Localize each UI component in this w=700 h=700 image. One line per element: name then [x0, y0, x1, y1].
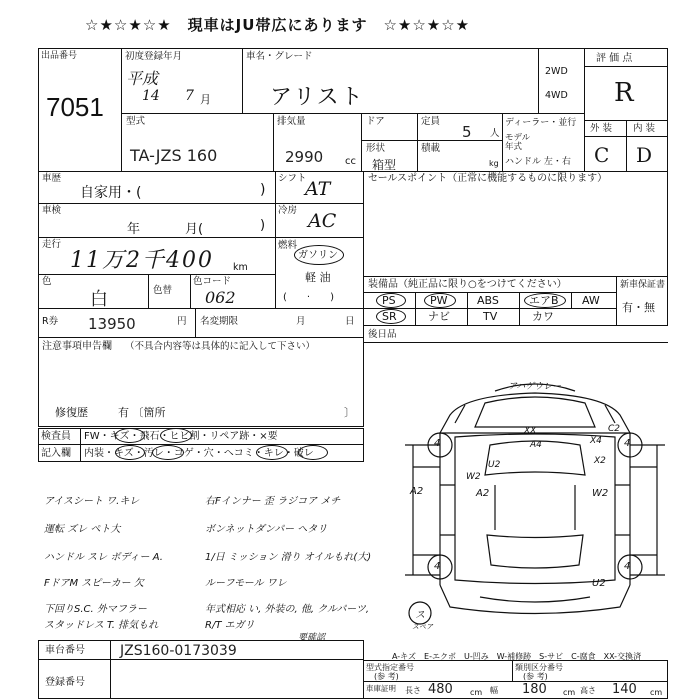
aircon-value: AC [308, 210, 337, 232]
fuel-gas: ガソリン [298, 250, 338, 261]
capacity-value: 5 [462, 123, 472, 141]
circle-scratch [115, 428, 145, 443]
grade-ext-label: 外 装 [590, 123, 613, 134]
mark-a4: A4 [530, 440, 542, 450]
load-label: 積載 [421, 143, 441, 154]
drive-box [538, 48, 585, 114]
remark-4: FドアM スピーカー 欠 [44, 578, 144, 589]
header-banner: ☆★☆★☆★ 現車はJU帯広にあります ☆★☆★☆★ [85, 16, 471, 34]
first-reg-year: 14 [142, 88, 160, 104]
fuel-diesel: 軽 油 [305, 271, 331, 284]
mark-w2-left: W2 [466, 472, 481, 482]
rear-seat-label: 後日品 [368, 329, 397, 340]
fuel-paren: ( · ) [283, 292, 334, 303]
equip-sr-circle [376, 309, 406, 324]
inspection-year: 年 [127, 222, 141, 237]
dims-width-unit: cm [563, 688, 576, 697]
grade-int-value: D [636, 143, 653, 167]
lot-label: 出品番号 [41, 51, 78, 61]
legend: A-キズ E-エクボ U-凹み W-補修跡 S-サビ C-腐食 XX-交換済 [392, 652, 642, 661]
first-reg-era: 平成 [126, 69, 159, 88]
entry-label: 記入欄 [41, 448, 71, 459]
color-change-label: 色替 [153, 285, 173, 296]
sales-point-label: セールスポイント（正常に機能するものに限ります） [368, 173, 608, 184]
repair-label: 修復歴 [55, 406, 88, 419]
history-close: ) [260, 182, 266, 198]
recycle-value: 13950 [88, 315, 136, 333]
remark-5: 下回りS.C. 外マフラー [44, 604, 147, 615]
remark-12: R/T エガリ [205, 620, 255, 631]
shape-value: 箱型 [372, 158, 397, 172]
remark-3: ハンドル スレ ボディー A. [44, 552, 163, 563]
remark-6: スタッドレス T. 排気もれ [44, 620, 159, 631]
model-name-label: 車名・グレード [246, 51, 313, 62]
aircon-label: 冷房 [278, 205, 298, 216]
dims-length: 480 [428, 682, 453, 697]
history-label: 車歴 [42, 173, 62, 184]
class-number-ref: (参 考) [523, 672, 548, 681]
mark-xx: XX [524, 426, 537, 436]
first-reg-month-unit: 月 [200, 93, 211, 106]
warranty-value: 有・無 [622, 301, 655, 314]
drive-2wd: 2WD [545, 66, 568, 77]
equip-ps-circle [376, 293, 406, 308]
equip-pw: PW [430, 294, 448, 307]
door-label: ドア [366, 116, 385, 127]
plate-box [38, 659, 364, 699]
mark-w2-right: W2 [592, 488, 609, 499]
remark-1: アイスシート ワ.キレ [44, 496, 140, 507]
inspection-box [38, 203, 276, 238]
repair-close: 〕 [344, 406, 355, 419]
dims-label: 車庫証明 [366, 684, 396, 693]
remark-8: ボンネットダンパー ヘタリ [205, 524, 328, 535]
dims-height: 140 [612, 682, 637, 697]
model-code-value: TA-JZS 160 [130, 146, 218, 165]
recycle-unit: 円 [177, 316, 187, 327]
mark-spare-label: スペア [412, 623, 433, 631]
remark-10: ルーフモール ワレ [205, 578, 287, 589]
mark-wheel-rr: 4 [624, 561, 631, 572]
displacement-value: 2990 [285, 148, 324, 166]
grade-ext-value: C [594, 143, 610, 167]
inspection-label: 車検 [42, 205, 62, 216]
color-value: 白 [90, 289, 108, 310]
remark-9: 1/日 ミッション 滑り オイルもれ(大) [205, 552, 372, 563]
history-box [38, 171, 276, 204]
grade-value: R [614, 78, 634, 108]
circle-chip [160, 428, 192, 443]
shift-label: シフト [278, 173, 307, 184]
mark-u2-center: U2 [488, 460, 501, 470]
load-unit: kg [489, 159, 499, 168]
type-designation-label: 型式指定番号 [366, 663, 414, 672]
history-value: 自家用・( [80, 185, 142, 201]
mark-c2: C2 [608, 424, 621, 434]
color-code-label: 色コード [193, 276, 232, 287]
type-designation-ref: (参 考) [374, 672, 399, 681]
mark-wheel-fl: 4 [434, 438, 441, 449]
dealer-label: ディーラー・並行 [505, 118, 577, 128]
mark-u2-right: U2 [592, 578, 606, 589]
dims-length-unit: cm [470, 688, 483, 697]
fuel-label: 燃料 [278, 240, 298, 251]
recycle-label: R券 [42, 316, 59, 327]
dims-width: 180 [522, 682, 547, 697]
remark-stamp: 要確認 [298, 633, 326, 643]
capacity-label: 定員 [421, 116, 441, 127]
remark-11: 年式相応 い, 外装の, 他, クルパーツ, [205, 604, 370, 615]
shape-label: 形状 [366, 143, 386, 154]
mileage-label: 走行 [42, 239, 62, 250]
color-code-value: 062 [205, 288, 236, 307]
inspector-label: 検査員 [41, 431, 71, 442]
name-change-day: 日 [345, 316, 355, 327]
capacity-unit: 人 [490, 128, 500, 139]
equip-leather: カワ [532, 310, 554, 323]
mark-wheel-rl: 4 [434, 561, 441, 572]
class-number-label: 類別区分番号 [515, 663, 563, 672]
grade-label: 評 価 点 [596, 53, 633, 64]
equip-navi: ナビ [428, 310, 450, 323]
equip-sr: SR [382, 310, 397, 323]
mileage-value: 11万2千400 [70, 248, 214, 273]
mileage-unit: km [233, 262, 248, 273]
equip-pw-circle [424, 293, 456, 308]
displacement-label: 排気量 [277, 116, 306, 127]
repair-value: 有 〔箇所 [118, 406, 166, 419]
name-change-label: 名変期限 [200, 316, 239, 327]
circle-stain [152, 445, 184, 460]
equip-airbag-circle [524, 293, 566, 308]
color-label: 色 [42, 276, 52, 287]
first-reg-label: 初度登録年月 [125, 51, 183, 62]
equip-tv: TV [483, 310, 498, 323]
entry-items: 内装・キズ・汚レ・コゲ・穴・へコミ・キレ・破レ [84, 448, 314, 459]
circle-int-scratch [115, 445, 145, 460]
dealer-model-label: モデル [505, 133, 531, 143]
circle-dent [256, 445, 288, 460]
drive-4wd: 4WD [545, 90, 568, 101]
mark-wheel-fr: 4 [624, 438, 631, 449]
model-code-label: 型式 [126, 116, 146, 127]
model-name-value: アリスト [270, 85, 365, 110]
shift-value: AT [305, 178, 331, 200]
mark-a2-center: A2 [476, 488, 490, 499]
mark-x2: X2 [594, 456, 606, 466]
equipment-label: 装備品（純正品に限り○をつけてください） [368, 279, 567, 290]
equip-abs: ABS [477, 294, 499, 307]
inspection-close: ) [260, 218, 266, 233]
chassis-label: 車台番号 [45, 645, 85, 656]
equip-aw: AW [582, 294, 600, 307]
dims-height-unit: cm [650, 688, 663, 697]
car-diagram [395, 375, 675, 635]
plate-label: 登録番号 [45, 677, 85, 688]
diagram-top-note: アハゲウレー [508, 382, 562, 392]
notes-sub: （不具合内容等は具体的に記入して下さい） [125, 341, 316, 352]
mark-x4: X4 [590, 436, 602, 446]
equip-ps: PS [382, 294, 396, 307]
notes-label: 注意事項申告欄 [42, 341, 112, 352]
dims-length-label: 長さ [405, 686, 421, 695]
inspection-month: 月( [185, 222, 204, 237]
remark-2: 運転 ズレ ペト大 [44, 524, 121, 535]
displacement-unit: cc [345, 156, 356, 167]
sales-point-box [363, 171, 668, 277]
handle-label: ハンドル 左・右 [505, 157, 571, 167]
dims-height-label: 高さ [580, 686, 596, 695]
dealer-year-label: 年式 [505, 142, 523, 152]
first-reg-month: 7 [185, 88, 194, 104]
chassis-value: JZS160-0173039 [120, 643, 237, 659]
grade-int-label: 内 装 [633, 123, 656, 134]
lot-number: 7051 [46, 92, 104, 122]
dims-width-label: 幅 [490, 686, 498, 695]
name-change-month: 月 [296, 316, 306, 327]
inspector-items: FW・キズ・飛石・ヒビ割・リペア跡・×要 [84, 431, 278, 442]
warranty-label: 新車保証書 [620, 280, 666, 290]
mark-spare: ス [415, 610, 425, 621]
mark-a2-left: A2 [410, 486, 424, 497]
remark-7: 右Fインナー 歪 ラジコア メチ [205, 496, 341, 507]
circle-tear [298, 445, 328, 460]
equip-airbag: エアB [529, 294, 559, 307]
